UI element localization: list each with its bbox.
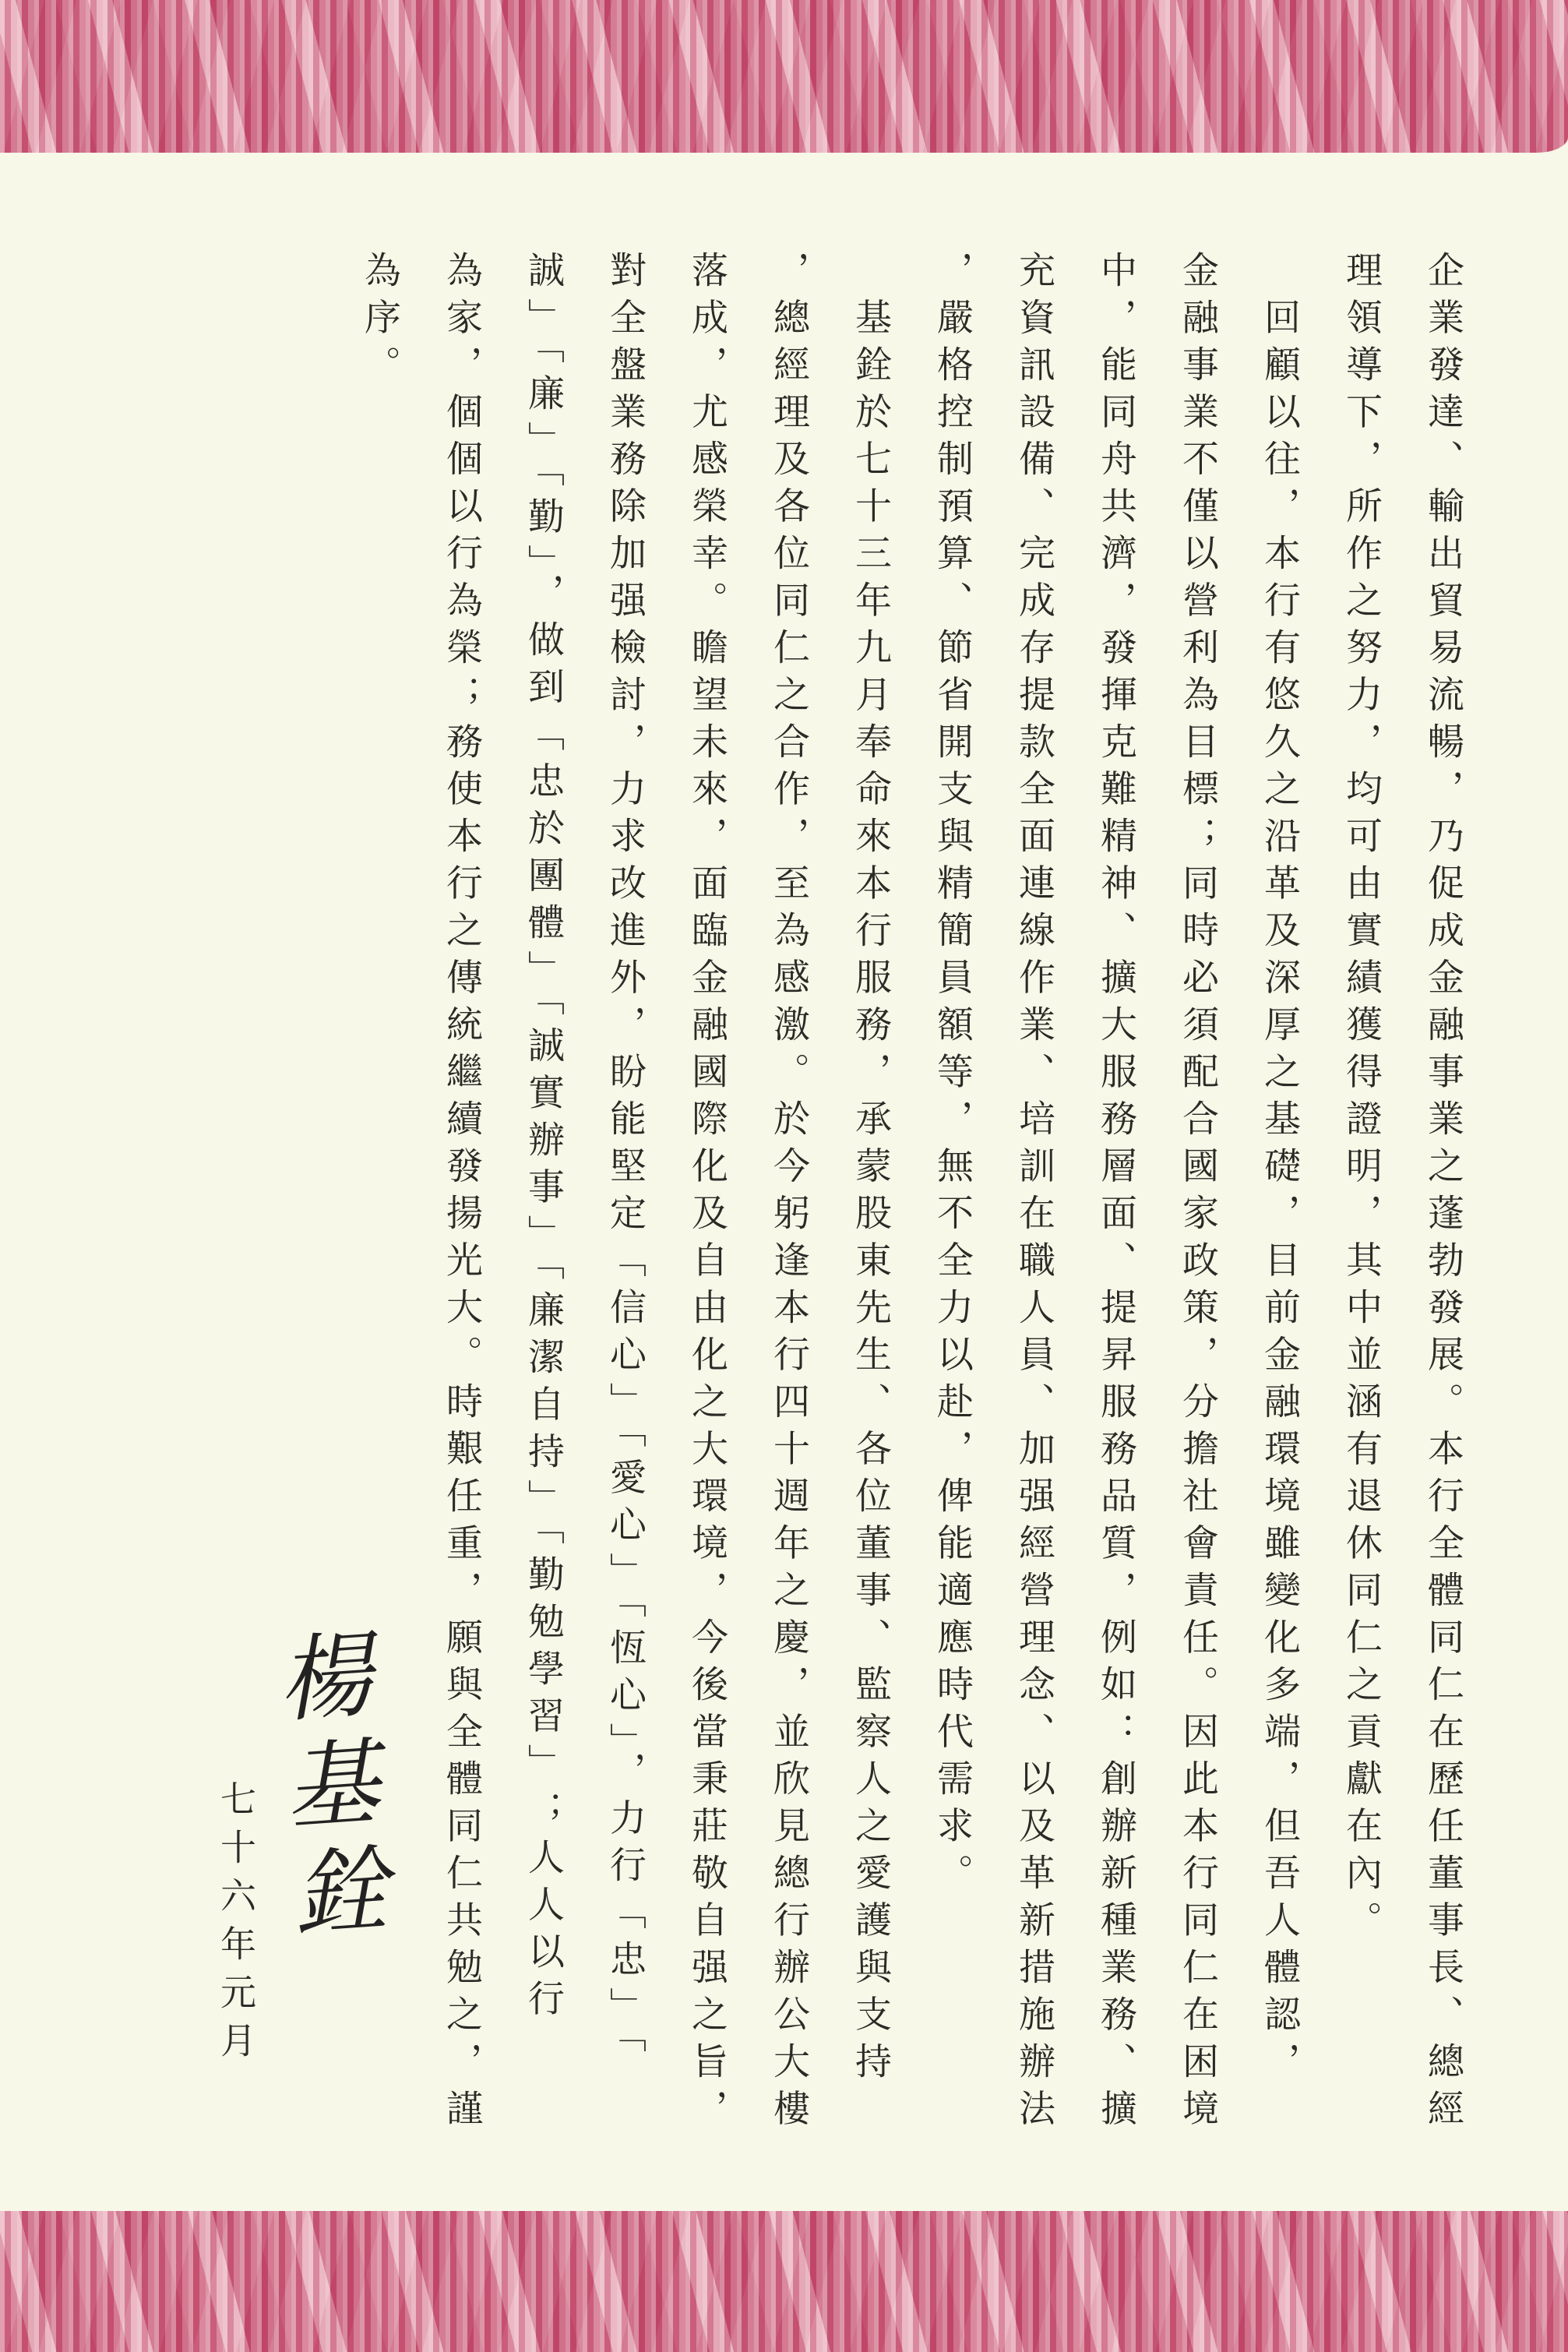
- text-column: 誠」「廉」「勤」，做到「忠於團體」「誠實辦事」「廉潔自持」「勤勉學習」；人人以行: [522, 251, 565, 2026]
- text-column: 對全盤業務除加强檢討，力求改進外，盼能堅定「信心」「愛心」「恆心」，力行「忠」「: [604, 251, 647, 2063]
- text-column: 為家，個個以行為榮；務使本行之傳統繼續發揚光大。時艱任重，願與全體同仁共勉之，謹: [440, 251, 483, 2136]
- decorative-top-border: [0, 0, 1568, 153]
- text-column: 企業發達、輸出貿易流暢，乃促成金融事業之蓬勃發展。本行全體同仁在歷任董事長、總經: [1422, 251, 1464, 2136]
- preface-text: [339, 251, 1484, 2136]
- text-column: ，總經理及各位同仁之合作，至為感激。於今躬逢本行四十週年之慶，並欣見總行辦公大樓: [767, 251, 810, 2136]
- text-column: 金融事業不僅以營利為目標；同時必須配合國家政策，分擔社會責任。因此本行同仁在困境: [1176, 251, 1219, 2136]
- text-column: 理領導下，所作之努力，均可由實績獲得證明，其中並涵有退休同仁之貢獻在內。: [1340, 251, 1383, 1948]
- handwritten-signature: 楊基銓: [259, 1624, 390, 1955]
- text-column: 充資訊設備、完成存提款全面連線作業、培訓在職人員、加强經營理念、以及革新措施辦法: [1013, 251, 1055, 2136]
- text-column: 為序。: [358, 251, 401, 393]
- text-column: 基銓於七十三年九月奉命來本行服務，承蒙股東先生、各位董事、監察人之愛護與支持: [849, 251, 892, 2089]
- text-column: ，嚴格控制預算、節省開支與精簡員額等，無不全力以赴，俾能適應時代需求。: [931, 251, 974, 1901]
- text-column: 落成，尤感榮幸。瞻望未來，面臨金融國際化及自由化之大環境，今後當秉莊敬自强之旨，: [685, 251, 728, 2136]
- date-line: 七十六年元月: [215, 1780, 257, 2070]
- text-column: 回顧以往，本行有悠久之沿革及深厚之基礎，目前金融環境雖變化多端，但吾人體認，: [1258, 251, 1301, 2089]
- text-column: 中，能同舟共濟，發揮克難精神、擴大服務層面、提昇服務品質，例如：創辦新種業務、擴: [1094, 251, 1137, 2136]
- decorative-bottom-border: [0, 2211, 1568, 2352]
